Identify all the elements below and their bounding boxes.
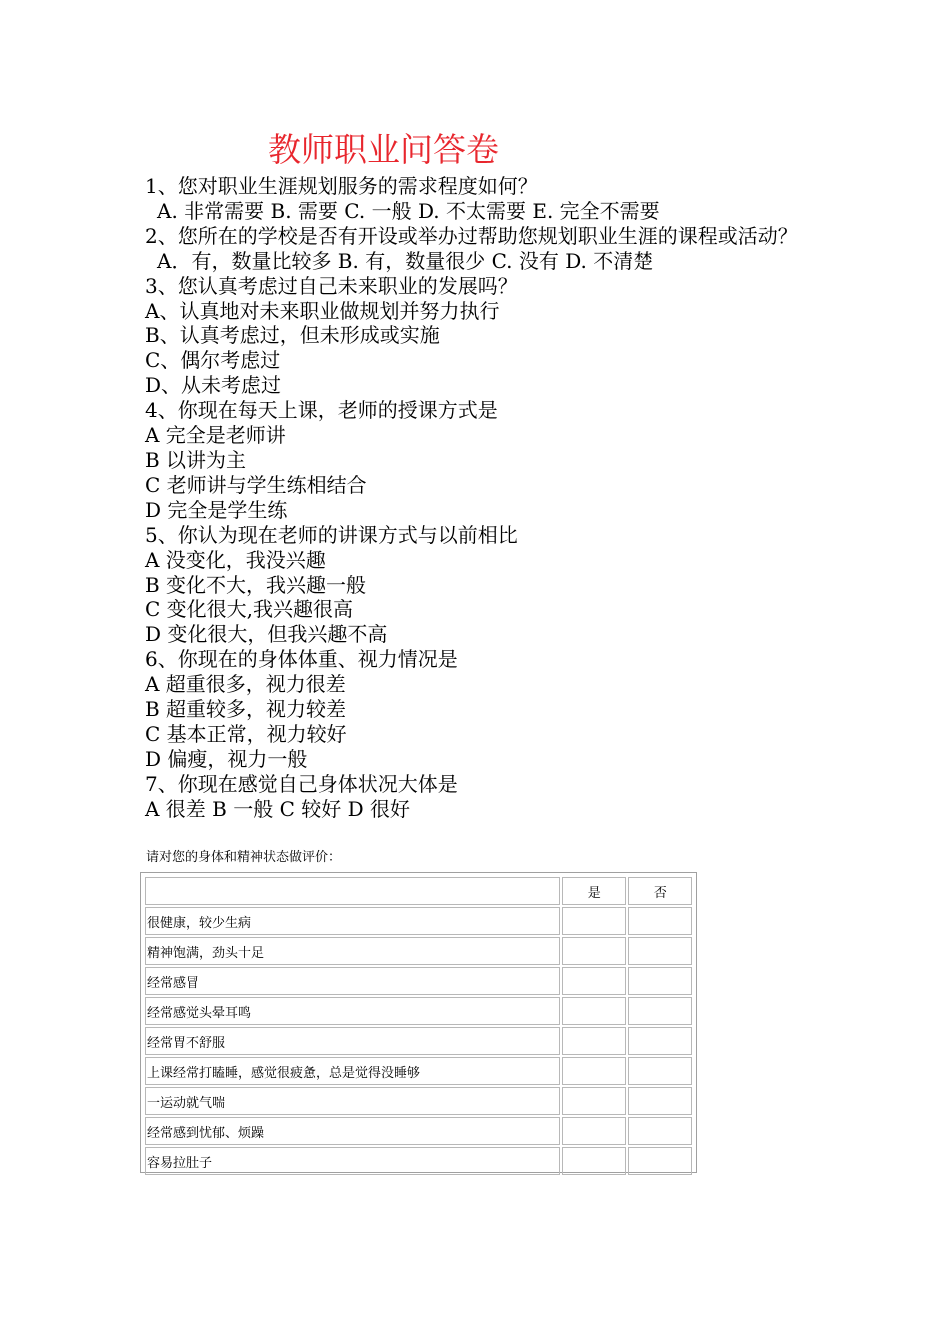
table-cell-no[interactable] [628, 1147, 692, 1175]
table-cell-yes[interactable] [562, 967, 626, 995]
table-cell-no[interactable] [628, 967, 692, 995]
question-line: D、从未考虑过 [145, 373, 282, 398]
question-line: 6、你现在的身体体重、视力情况是 [145, 647, 458, 672]
question-line: 3、您认真考虑过自己未来职业的发展吗？ [145, 273, 518, 298]
table-row [145, 907, 692, 935]
table-row [145, 1057, 692, 1085]
table-cell-item: 上课经常打瞌睡，感觉很疲惫，总是觉得没睡够 [145, 1057, 560, 1085]
table-cell-item: 一运动就气喘 [145, 1087, 560, 1115]
table-cell-no[interactable] [628, 907, 692, 935]
table-cell-item: 容易拉肚子 [145, 1147, 560, 1175]
table-cell-no[interactable] [628, 1087, 692, 1115]
table-cell-no[interactable] [628, 997, 692, 1025]
evaluation-table [140, 872, 697, 1173]
header-cell-no: 否 [628, 877, 692, 905]
page-title: 教师职业问答卷 [268, 130, 499, 169]
table-cell-yes[interactable] [562, 1087, 626, 1115]
table-cell-yes[interactable] [562, 1147, 626, 1175]
questionnaire-body [145, 174, 825, 822]
question-line: C、偶尔考虑过 [145, 348, 281, 373]
question-line: A. 非常需要 B. 需要 C. 一般 D. 不太需要 E. 完全不需要 [157, 198, 660, 223]
question-line: D 变化很大，但我兴趣不高 [145, 622, 388, 647]
table-cell-no[interactable] [628, 1117, 692, 1145]
question-line: A 完全是老师讲 [145, 423, 286, 448]
question-line: B 以讲为主 [145, 447, 247, 472]
question-line: B 变化不大，我兴趣一般 [145, 572, 367, 597]
question-line: 7、你现在感觉自己身体状况大体是 [145, 771, 458, 796]
table-header-row [145, 877, 692, 905]
question-line: A、认真地对未来职业做规划并努力执行 [145, 298, 500, 323]
table-cell-item: 经常胃不舒服 [145, 1027, 560, 1055]
question-line: A 很差 B 一般 C 较好 D 很好 [145, 796, 410, 821]
header-cell-item [145, 877, 560, 905]
question-line: A 超重很多，视力很差 [145, 672, 346, 697]
table-cell-yes[interactable] [562, 937, 626, 965]
question-line: B、认真考虑过，但未形成或实施 [145, 323, 440, 348]
question-line: 4、你现在每天上课，老师的授课方式是 [145, 398, 498, 423]
question-line: B 超重较多，视力较差 [145, 697, 347, 722]
question-line: 5、你认为现在老师的讲课方式与以前相比 [145, 522, 518, 547]
question-line: 1、您对职业生涯规划服务的需求程度如何？ [145, 174, 538, 198]
table-cell-no[interactable] [628, 1027, 692, 1055]
table-cell-yes[interactable] [562, 1027, 626, 1055]
table-cell-no[interactable] [628, 1057, 692, 1085]
table-row [145, 1117, 692, 1145]
table-cell-yes[interactable] [562, 1057, 626, 1085]
table-row [145, 1027, 692, 1055]
question-line: A．有，数量比较多 B. 有，数量很少 C. 没有 D. 不清楚 [157, 248, 654, 273]
table-caption: 请对您的身体和精神状态做评价： [146, 850, 342, 865]
table-cell-yes[interactable] [562, 1117, 626, 1145]
table-cell-item: 很健康，较少生病 [145, 907, 560, 935]
table-row [145, 937, 692, 965]
question-line: D 偏瘦，视力一般 [145, 746, 308, 771]
question-line: D 完全是学生练 [145, 497, 288, 522]
question-line: C 基本正常，视力较好 [145, 721, 347, 746]
question-line: A 没变化，我没兴趣 [145, 547, 326, 572]
table-cell-no[interactable] [628, 937, 692, 965]
question-line: C 老师讲与学生练相结合 [145, 472, 367, 497]
table-row [145, 967, 692, 995]
table-row [145, 1087, 692, 1115]
question-line: 2、您所在的学校是否有开设或举办过帮助您规划职业生涯的课程或活动？ [145, 223, 798, 248]
table-cell-item: 经常感觉头晕耳鸣 [145, 997, 560, 1025]
table-cell-item: 经常感冒 [145, 967, 560, 995]
table-cell-item: 精神饱满，劲头十足 [145, 937, 560, 965]
table-cell-yes[interactable] [562, 907, 626, 935]
header-cell-yes: 是 [562, 877, 626, 905]
table-row [145, 997, 692, 1025]
table-cell-item: 经常感到忧郁、烦躁 [145, 1117, 560, 1145]
table-row [145, 1147, 692, 1175]
table-cell-yes[interactable] [562, 997, 626, 1025]
question-line: C 变化很大,我兴趣很高 [145, 597, 354, 622]
